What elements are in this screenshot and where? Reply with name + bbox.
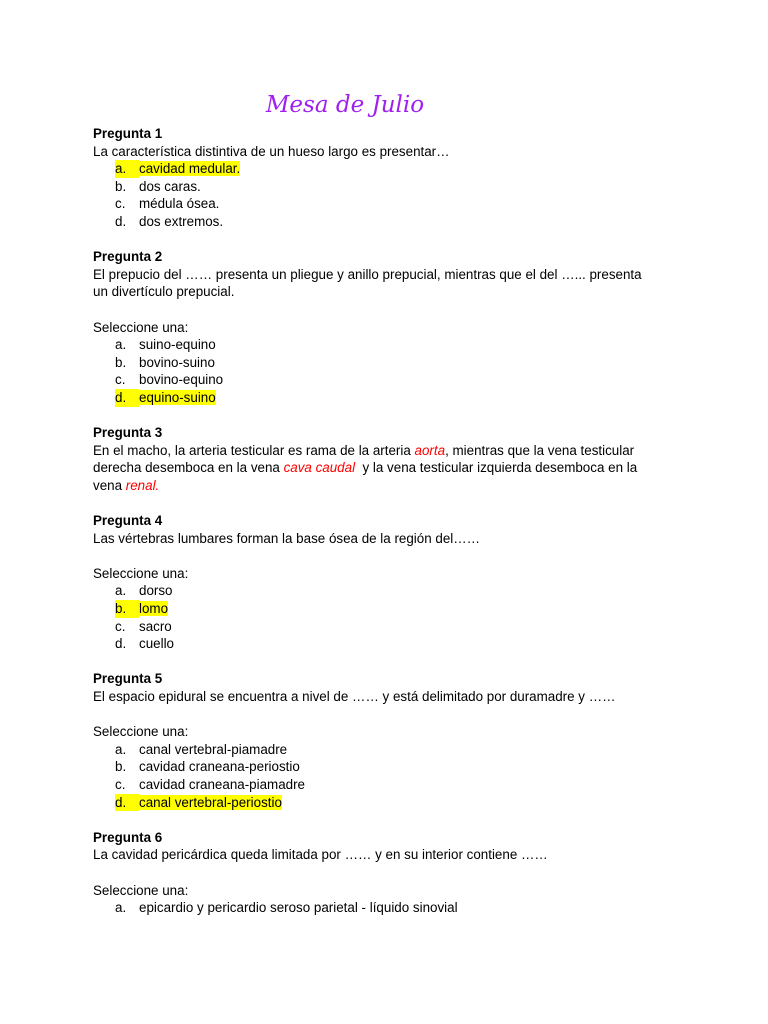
option-letter: a. — [115, 900, 127, 916]
question-text-line-3: vena renal. — [93, 477, 160, 493]
question-text-line-2: derecha desemboca en la vena cava caudal y la vena testicular izquierda desemboca en la — [93, 460, 638, 476]
option-letter: a. — [115, 583, 127, 599]
option-letter: b. — [115, 759, 127, 775]
question-heading: Pregunta 5 — [93, 671, 163, 687]
option-letter: d. — [115, 389, 136, 407]
option-item — [93, 600, 693, 618]
question-heading: Pregunta 2 — [93, 249, 163, 265]
question-text: Las vértebras lumbares forman la base ósea de la región del…… — [93, 530, 481, 546]
option-item — [93, 582, 693, 600]
option-item — [93, 635, 693, 653]
option-letter: a. — [115, 741, 127, 757]
question-text: La característica distintiva de un hueso largo es presentar… — [93, 143, 450, 159]
answer-text: cava caudal — [283, 460, 356, 476]
option-item — [93, 371, 693, 389]
option-text: dos extremos. — [139, 213, 224, 229]
option-text: sacro — [139, 618, 172, 634]
option-text: canal vertebral-piamadre — [139, 741, 288, 757]
option-letter: d. — [115, 636, 127, 652]
option-text: bovino-equino — [139, 372, 224, 388]
option-letter: d. — [115, 213, 127, 229]
option-letter: b. — [115, 600, 136, 618]
option-text: dorso — [139, 583, 173, 599]
option-item — [93, 758, 693, 776]
option-text: cavidad craneana-piamadre — [139, 776, 305, 792]
option-list — [93, 160, 693, 230]
question-1 — [93, 125, 693, 231]
question-heading: Pregunta 1 — [93, 126, 163, 141]
option-letter: a. — [115, 160, 136, 178]
option-letter: c. — [115, 618, 126, 634]
option-text: epicardio y pericardio seroso parietal - líquido sinovial — [139, 900, 458, 916]
option-letter: d. — [115, 794, 136, 812]
option-item — [93, 354, 693, 372]
question-3 — [93, 424, 693, 494]
question-text: El espacio epidural se encuentra a nivel de …… y está delimitado por duramadre y …… — [93, 689, 616, 704]
option-list — [93, 741, 693, 811]
option-item — [93, 195, 693, 213]
option-text: cuello — [139, 636, 174, 652]
option-letter: c. — [115, 196, 126, 212]
question-heading: Pregunta 6 — [93, 829, 163, 845]
question-heading: Pregunta 4 — [93, 513, 163, 529]
option-item — [93, 794, 693, 812]
option-letter: b. — [115, 178, 127, 194]
answer-text: aorta — [414, 442, 446, 458]
option-item — [93, 160, 693, 178]
option-text: médula ósea. — [139, 196, 220, 212]
option-item — [93, 178, 693, 196]
option-item — [93, 336, 693, 354]
option-text: cavidad medular. — [139, 161, 241, 177]
select-label: Seleccione una: — [93, 724, 189, 740]
option-text: cavidad craneana-periostio — [139, 759, 300, 775]
option-item — [93, 389, 693, 407]
option-letter: c. — [115, 776, 126, 792]
select-label: Seleccione una: — [93, 565, 189, 581]
option-item — [93, 776, 693, 794]
answer-text: renal. — [125, 477, 160, 493]
option-text: bovino-suino — [139, 354, 215, 370]
option-item — [93, 899, 693, 917]
option-letter: a. — [115, 337, 127, 353]
option-item — [93, 618, 693, 636]
question-heading: Pregunta 3 — [93, 425, 163, 441]
option-item — [93, 213, 693, 231]
option-text: dos caras. — [139, 178, 201, 194]
option-text: suino-equino — [139, 337, 216, 353]
question-text: La cavidad pericárdica queda limitada por …… y en su interior contiene …… — [93, 847, 548, 863]
option-list — [93, 336, 693, 406]
select-label: Seleccione una: — [93, 319, 189, 335]
question-text-line-1: En el macho, la arteria testicular es rama de la arteria aorta, mientras que la vena testicular — [93, 442, 635, 458]
option-item — [93, 741, 693, 759]
option-list — [93, 582, 693, 652]
document-page — [93, 88, 693, 934]
question-2 — [93, 248, 693, 406]
option-text: lomo — [139, 601, 169, 617]
question-6 — [93, 829, 693, 917]
option-list — [93, 899, 693, 917]
option-letter: b. — [115, 354, 127, 370]
option-text: equino-suino — [139, 389, 216, 405]
option-letter: c. — [115, 372, 126, 388]
option-text: canal vertebral-periostio — [139, 794, 282, 810]
question-5 — [93, 670, 693, 811]
question-text-line-2: un divertículo prepucial. — [93, 284, 235, 300]
question-text-line-1: El prepucio del …… presenta un pliegue y anillo prepucial, mientras que el del …... presenta — [93, 266, 642, 282]
select-label: Seleccione una: — [93, 882, 189, 898]
question-4 — [93, 512, 693, 653]
page-title: Mesa de Julio — [265, 92, 425, 118]
